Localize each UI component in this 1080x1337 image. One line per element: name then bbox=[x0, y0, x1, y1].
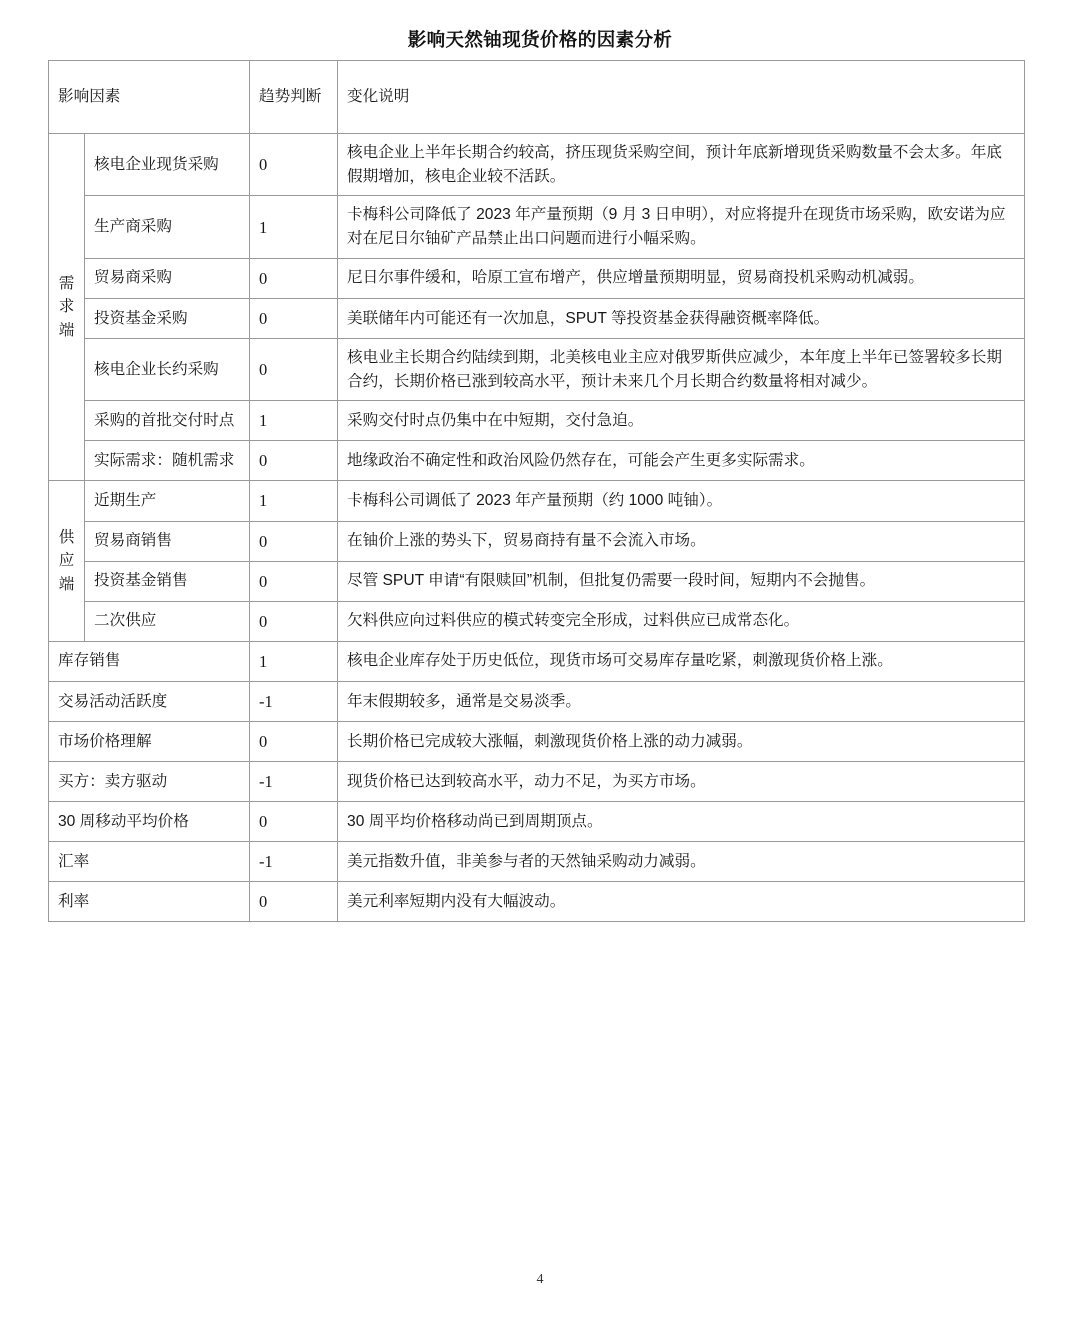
table-row bbox=[49, 196, 1025, 258]
factor-cell: 核电企业现货采购 bbox=[85, 134, 250, 196]
description-cell: 现货价格已达到较高水平，动力不足，为买方市场。 bbox=[338, 761, 1025, 801]
group-label-text: 供 应 端 bbox=[58, 528, 75, 593]
trend-value-cell: -1 bbox=[250, 681, 338, 721]
trend-value-cell: 1 bbox=[250, 641, 338, 681]
factor-cell: 核电企业长约采购 bbox=[85, 338, 250, 400]
description-cell: 核电企业上半年长期合约较高，挤压现货采购空间，预计年底新增现货采购数量不会太多。年底假期增加，核电企业较不活跃。 bbox=[338, 134, 1025, 196]
factor-cell: 二次供应 bbox=[85, 601, 250, 641]
description-cell: 核电业主长期合约陆续到期，北美核电业主应对俄罗斯供应减少，本年度上半年已签署较多长期合约，长期价格已涨到较高水平，预计未来几个月长期合约数量将相对减少。 bbox=[338, 338, 1025, 400]
group-label-cell bbox=[49, 134, 85, 481]
description-cell: 美元利率短期内没有大幅波动。 bbox=[338, 882, 1025, 922]
table-row bbox=[49, 601, 1025, 641]
factor-cell: 贸易商销售 bbox=[85, 521, 250, 561]
factor-cell: 利率 bbox=[49, 882, 250, 922]
trend-value-cell: 0 bbox=[250, 601, 338, 641]
table-row bbox=[49, 441, 1025, 481]
header-cell-trend: 趋势判断 bbox=[250, 61, 338, 134]
table-row bbox=[49, 338, 1025, 400]
table-row bbox=[49, 842, 1025, 882]
page-number: 4 bbox=[536, 1272, 544, 1287]
table-row bbox=[49, 641, 1025, 681]
description-cell: 尼日尔事件缓和，哈原工宣布增产，供应增量预期明显，贸易商投机采购动机减弱。 bbox=[338, 258, 1025, 298]
description-cell: 尽管 SPUT 申请“有限赎回”机制，但批复仍需要一段时间，短期内不会抛售。 bbox=[338, 561, 1025, 601]
trend-value-cell: -1 bbox=[250, 842, 338, 882]
trend-value-cell: 0 bbox=[250, 521, 338, 561]
factor-cell: 贸易商采购 bbox=[85, 258, 250, 298]
factor-cell: 库存销售 bbox=[49, 641, 250, 681]
table-row bbox=[49, 298, 1025, 338]
factor-cell: 30 周移动平均价格 bbox=[49, 802, 250, 842]
trend-value-cell: 0 bbox=[250, 441, 338, 481]
trend-value-cell: 1 bbox=[250, 481, 338, 521]
description-cell: 欠料供应向过料供应的模式转变完全形成，过料供应已成常态化。 bbox=[338, 601, 1025, 641]
table-row bbox=[49, 761, 1025, 801]
factor-cell: 生产商采购 bbox=[85, 196, 250, 258]
table-row bbox=[49, 802, 1025, 842]
description-cell: 核电企业库存处于历史低位，现货市场可交易库存量吃紧，刺激现货价格上涨。 bbox=[338, 641, 1025, 681]
trend-value-cell: 0 bbox=[250, 298, 338, 338]
trend-value-cell: -1 bbox=[250, 761, 338, 801]
table-row bbox=[49, 521, 1025, 561]
trend-value-cell: 0 bbox=[250, 721, 338, 761]
group-label-cell bbox=[49, 481, 85, 641]
factor-cell: 投资基金销售 bbox=[85, 561, 250, 601]
description-cell: 年末假期较多，通常是交易淡季。 bbox=[338, 681, 1025, 721]
table-row bbox=[49, 561, 1025, 601]
factors-table bbox=[48, 60, 1025, 922]
trend-value-cell: 0 bbox=[250, 802, 338, 842]
description-cell: 卡梅科公司降低了 2023 年产量预期（9 月 3 日申明），对应将提升在现货市场采购，欧安诺为应对在尼日尔铀矿产品禁止出口问题而进行小幅采购。 bbox=[338, 196, 1025, 258]
table-row bbox=[49, 721, 1025, 761]
factor-cell: 投资基金采购 bbox=[85, 298, 250, 338]
table-header-row bbox=[49, 61, 1025, 134]
factor-cell: 交易活动活跃度 bbox=[49, 681, 250, 721]
factor-cell: 实际需求：随机需求 bbox=[85, 441, 250, 481]
trend-value-cell: 1 bbox=[250, 196, 338, 258]
description-cell: 采购交付时点仍集中在中短期，交付急迫。 bbox=[338, 401, 1025, 441]
description-cell: 地缘政治不确定性和政治风险仍然存在，可能会产生更多实际需求。 bbox=[338, 441, 1025, 481]
description-cell: 在铀价上涨的势头下，贸易商持有量不会流入市场。 bbox=[338, 521, 1025, 561]
table-row bbox=[49, 481, 1025, 521]
table-row bbox=[49, 882, 1025, 922]
page-title: 影响天然铀现货价格的因素分析 bbox=[407, 29, 673, 50]
description-cell: 长期价格已完成较大涨幅，刺激现货价格上涨的动力减弱。 bbox=[338, 721, 1025, 761]
header-cell-description: 变化说明 bbox=[338, 61, 1025, 134]
factors-table-body bbox=[49, 61, 1025, 922]
trend-value-cell: 0 bbox=[250, 882, 338, 922]
factor-cell: 近期生产 bbox=[85, 481, 250, 521]
factors-table-container bbox=[48, 60, 1024, 922]
table-row bbox=[49, 401, 1025, 441]
description-cell: 卡梅科公司调低了 2023 年产量预期（约 1000 吨铀）。 bbox=[338, 481, 1025, 521]
table-row bbox=[49, 258, 1025, 298]
factor-cell: 汇率 bbox=[49, 842, 250, 882]
factor-cell: 买方：卖方驱动 bbox=[49, 761, 250, 801]
trend-value-cell: 1 bbox=[250, 401, 338, 441]
factor-cell: 市场价格理解 bbox=[49, 721, 250, 761]
group-label-text: 需 求 端 bbox=[58, 274, 75, 340]
description-cell: 美元指数升值，非美参与者的天然铀采购动力减弱。 bbox=[338, 842, 1025, 882]
trend-value-cell: 0 bbox=[250, 338, 338, 400]
trend-value-cell: 0 bbox=[250, 561, 338, 601]
table-row bbox=[49, 681, 1025, 721]
header-cell-factor: 影响因素 bbox=[49, 61, 250, 134]
table-row bbox=[49, 134, 1025, 196]
trend-value-cell: 0 bbox=[250, 258, 338, 298]
factor-cell: 采购的首批交付时点 bbox=[85, 401, 250, 441]
trend-value-cell: 0 bbox=[250, 134, 338, 196]
description-cell: 30 周平均价格移动尚已到周期顶点。 bbox=[338, 802, 1025, 842]
description-cell: 美联储年内可能还有一次加息，SPUT 等投资基金获得融资概率降低。 bbox=[338, 298, 1025, 338]
